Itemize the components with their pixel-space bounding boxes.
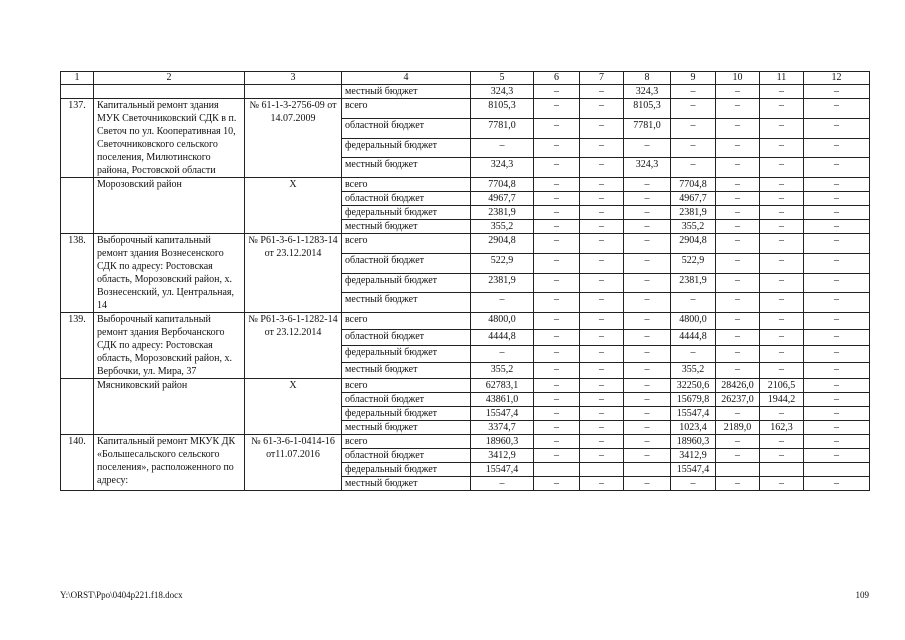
- budget-type: местный бюджет: [342, 158, 471, 178]
- amount-cell: –: [716, 329, 760, 346]
- amount-cell: [580, 463, 624, 477]
- amount-cell: –: [716, 206, 760, 220]
- row-number: 138.: [61, 234, 94, 313]
- amount-cell: –: [804, 362, 870, 379]
- budget-table: [60, 71, 870, 491]
- amount-cell: 15547,4: [471, 463, 534, 477]
- amount-cell: –: [760, 313, 804, 330]
- amount-cell: –: [580, 346, 624, 363]
- amount-cell: –: [671, 99, 716, 119]
- amount-cell: –: [534, 421, 580, 435]
- table-row: [61, 234, 870, 254]
- object-name: Морозовский район: [94, 178, 245, 234]
- amount-cell: –: [716, 85, 760, 99]
- amount-cell: –: [804, 273, 870, 293]
- amount-cell: –: [760, 346, 804, 363]
- amount-cell: –: [804, 293, 870, 313]
- column-number-row: [61, 72, 870, 85]
- amount-cell: 15547,4: [671, 463, 716, 477]
- amount-cell: 3374,7: [471, 421, 534, 435]
- budget-type: местный бюджет: [342, 421, 471, 435]
- amount-cell: –: [624, 393, 671, 407]
- amount-cell: 355,2: [471, 362, 534, 379]
- amount-cell: –: [624, 206, 671, 220]
- amount-cell: –: [624, 329, 671, 346]
- budget-type: всего: [342, 234, 471, 254]
- amount-cell: 2381,9: [671, 206, 716, 220]
- amount-cell: –: [716, 220, 760, 234]
- amount-cell: –: [716, 118, 760, 138]
- amount-cell: –: [716, 293, 760, 313]
- amount-cell: –: [534, 138, 580, 158]
- row-number: 137.: [61, 99, 94, 178]
- amount-cell: –: [804, 118, 870, 138]
- amount-cell: –: [760, 293, 804, 313]
- amount-cell: [760, 463, 804, 477]
- amount-cell: –: [624, 362, 671, 379]
- column-number: 7: [580, 72, 624, 85]
- object-name: Выборочный капитальный ремонт здания Вербочанского СДК по адресу: Ростовская область, Морозовский район, х. Вербочки, ул. Мира, 37: [94, 313, 245, 379]
- amount-cell: –: [804, 99, 870, 119]
- amount-cell: 8105,3: [471, 99, 534, 119]
- amount-cell: –: [760, 99, 804, 119]
- budget-type: федеральный бюджет: [342, 138, 471, 158]
- budget-type: областной бюджет: [342, 449, 471, 463]
- amount-cell: –: [534, 99, 580, 119]
- amount-cell: 4967,7: [671, 192, 716, 206]
- amount-cell: 8105,3: [624, 99, 671, 119]
- amount-cell: –: [580, 234, 624, 254]
- amount-cell: –: [534, 329, 580, 346]
- amount-cell: –: [760, 118, 804, 138]
- amount-cell: –: [760, 449, 804, 463]
- amount-cell: 4444,8: [671, 329, 716, 346]
- amount-cell: 324,3: [624, 158, 671, 178]
- amount-cell: 4800,0: [671, 313, 716, 330]
- amount-cell: –: [534, 313, 580, 330]
- amount-cell: –: [716, 346, 760, 363]
- budget-type: федеральный бюджет: [342, 463, 471, 477]
- amount-cell: 3412,9: [471, 449, 534, 463]
- budget-type: местный бюджет: [342, 85, 471, 99]
- amount-cell: –: [624, 407, 671, 421]
- amount-cell: –: [580, 85, 624, 99]
- amount-cell: 2904,8: [671, 234, 716, 254]
- amount-cell: 2381,9: [671, 273, 716, 293]
- amount-cell: –: [760, 234, 804, 254]
- page-number: 109: [855, 590, 869, 600]
- amount-cell: 324,3: [471, 85, 534, 99]
- object-name: Выборочный капитальный ремонт здания Вознесенского СДК по адресу: Ростовская область, Морозовский район, х. Вознесенский, ул. Центральная, 14: [94, 234, 245, 313]
- amount-cell: –: [624, 313, 671, 330]
- amount-cell: –: [804, 477, 870, 491]
- amount-cell: –: [804, 407, 870, 421]
- amount-cell: –: [471, 477, 534, 491]
- table-row: [61, 379, 870, 393]
- amount-cell: –: [624, 293, 671, 313]
- amount-cell: –: [760, 158, 804, 178]
- amount-cell: –: [624, 421, 671, 435]
- column-number: 8: [624, 72, 671, 85]
- amount-cell: 26237,0: [716, 393, 760, 407]
- column-number: 11: [760, 72, 804, 85]
- column-number: 1: [61, 72, 94, 85]
- amount-cell: –: [671, 138, 716, 158]
- budget-type: всего: [342, 379, 471, 393]
- amount-cell: –: [580, 362, 624, 379]
- document-number: № Р61-3-6-1-1282-14 от 23.12.2014: [245, 313, 342, 379]
- amount-cell: –: [716, 99, 760, 119]
- document-number: [245, 85, 342, 99]
- table-row: [61, 85, 870, 99]
- amount-cell: –: [534, 362, 580, 379]
- amount-cell: –: [534, 206, 580, 220]
- amount-cell: –: [716, 477, 760, 491]
- amount-cell: –: [624, 379, 671, 393]
- amount-cell: –: [716, 407, 760, 421]
- row-number: [61, 379, 94, 435]
- amount-cell: –: [580, 435, 624, 449]
- amount-cell: 15547,4: [671, 407, 716, 421]
- column-number: 4: [342, 72, 471, 85]
- budget-type: всего: [342, 435, 471, 449]
- document-number: Х: [245, 379, 342, 435]
- amount-cell: 43861,0: [471, 393, 534, 407]
- amount-cell: –: [804, 346, 870, 363]
- budget-type: федеральный бюджет: [342, 346, 471, 363]
- amount-cell: –: [580, 449, 624, 463]
- amount-cell: –: [760, 273, 804, 293]
- amount-cell: –: [804, 449, 870, 463]
- object-name: [94, 85, 245, 99]
- object-name: Мясниковский район: [94, 379, 245, 435]
- amount-cell: –: [716, 362, 760, 379]
- amount-cell: 1023,4: [671, 421, 716, 435]
- amount-cell: –: [624, 346, 671, 363]
- amount-cell: 18960,3: [671, 435, 716, 449]
- amount-cell: –: [804, 435, 870, 449]
- amount-cell: –: [534, 118, 580, 138]
- budget-type: областной бюджет: [342, 192, 471, 206]
- row-number: [61, 85, 94, 99]
- amount-cell: –: [580, 313, 624, 330]
- budget-type: местный бюджет: [342, 293, 471, 313]
- amount-cell: –: [716, 313, 760, 330]
- budget-type: областной бюджет: [342, 253, 471, 273]
- amount-cell: –: [804, 178, 870, 192]
- amount-cell: –: [804, 421, 870, 435]
- amount-cell: –: [471, 293, 534, 313]
- amount-cell: –: [580, 379, 624, 393]
- amount-cell: –: [804, 393, 870, 407]
- amount-cell: –: [671, 158, 716, 178]
- amount-cell: –: [580, 293, 624, 313]
- amount-cell: –: [804, 192, 870, 206]
- amount-cell: –: [716, 192, 760, 206]
- row-number: [61, 178, 94, 234]
- amount-cell: 3412,9: [671, 449, 716, 463]
- object-name: Капитальный ремонт МКУК ДК «Большесальского сельского поселения», расположенного по адресу:: [94, 435, 245, 491]
- amount-cell: –: [580, 477, 624, 491]
- amount-cell: –: [624, 138, 671, 158]
- amount-cell: 2904,8: [471, 234, 534, 254]
- amount-cell: –: [760, 85, 804, 99]
- amount-cell: 18960,3: [471, 435, 534, 449]
- amount-cell: 522,9: [671, 253, 716, 273]
- amount-cell: –: [716, 273, 760, 293]
- amount-cell: 15547,4: [471, 407, 534, 421]
- amount-cell: –: [580, 192, 624, 206]
- amount-cell: –: [534, 85, 580, 99]
- amount-cell: 4967,7: [471, 192, 534, 206]
- amount-cell: 7781,0: [471, 118, 534, 138]
- amount-cell: –: [580, 178, 624, 192]
- amount-cell: –: [760, 178, 804, 192]
- document-number: Х: [245, 178, 342, 234]
- amount-cell: –: [804, 329, 870, 346]
- amount-cell: 7704,8: [471, 178, 534, 192]
- budget-type: всего: [342, 178, 471, 192]
- amount-cell: –: [580, 118, 624, 138]
- amount-cell: –: [580, 158, 624, 178]
- budget-type: федеральный бюджет: [342, 407, 471, 421]
- amount-cell: 32250,6: [671, 379, 716, 393]
- amount-cell: –: [534, 234, 580, 254]
- budget-type: всего: [342, 313, 471, 330]
- amount-cell: –: [534, 253, 580, 273]
- budget-type: местный бюджет: [342, 220, 471, 234]
- amount-cell: –: [624, 234, 671, 254]
- amount-cell: [624, 463, 671, 477]
- amount-cell: –: [580, 138, 624, 158]
- budget-type: областной бюджет: [342, 329, 471, 346]
- amount-cell: –: [671, 85, 716, 99]
- amount-cell: –: [534, 407, 580, 421]
- amount-cell: –: [804, 313, 870, 330]
- amount-cell: –: [716, 138, 760, 158]
- amount-cell: 2189,0: [716, 421, 760, 435]
- amount-cell: –: [760, 362, 804, 379]
- document-number: № Р61-3-6-1-1283-14 от 23.12.2014: [245, 234, 342, 313]
- amount-cell: 355,2: [471, 220, 534, 234]
- amount-cell: –: [760, 407, 804, 421]
- amount-cell: 28426,0: [716, 379, 760, 393]
- amount-cell: –: [624, 273, 671, 293]
- amount-cell: –: [760, 192, 804, 206]
- budget-type: федеральный бюджет: [342, 206, 471, 220]
- amount-cell: –: [804, 138, 870, 158]
- row-number: 139.: [61, 313, 94, 379]
- amount-cell: –: [716, 178, 760, 192]
- table-row: [61, 313, 870, 330]
- amount-cell: 7704,8: [671, 178, 716, 192]
- amount-cell: 2106,5: [760, 379, 804, 393]
- object-name: Капитальный ремонт здания МУК Светочниковский СДК в п. Светоч по ул. Кооперативная 10, Светочниковского сельского поселения, Милютинского района, Ростовской области: [94, 99, 245, 178]
- file-path-footer: Y:\ORST\Ppo\0404p221.f18.docx: [60, 590, 183, 600]
- column-number: 5: [471, 72, 534, 85]
- budget-type: федеральный бюджет: [342, 273, 471, 293]
- amount-cell: –: [534, 449, 580, 463]
- column-number: 6: [534, 72, 580, 85]
- amount-cell: 1944,2: [760, 393, 804, 407]
- amount-cell: –: [580, 273, 624, 293]
- amount-cell: –: [671, 477, 716, 491]
- amount-cell: –: [716, 449, 760, 463]
- amount-cell: –: [471, 346, 534, 363]
- amount-cell: 355,2: [671, 362, 716, 379]
- amount-cell: –: [534, 393, 580, 407]
- amount-cell: –: [760, 329, 804, 346]
- amount-cell: –: [534, 192, 580, 206]
- amount-cell: –: [624, 449, 671, 463]
- amount-cell: [534, 463, 580, 477]
- amount-cell: –: [624, 178, 671, 192]
- amount-cell: 324,3: [471, 158, 534, 178]
- table-row: [61, 435, 870, 449]
- amount-cell: 324,3: [624, 85, 671, 99]
- amount-cell: –: [580, 206, 624, 220]
- table-row: [61, 178, 870, 192]
- amount-cell: –: [716, 435, 760, 449]
- amount-cell: –: [534, 293, 580, 313]
- amount-cell: –: [580, 393, 624, 407]
- amount-cell: –: [804, 158, 870, 178]
- amount-cell: –: [716, 234, 760, 254]
- table-row: [61, 99, 870, 119]
- amount-cell: –: [580, 253, 624, 273]
- amount-cell: –: [534, 220, 580, 234]
- column-number: 3: [245, 72, 342, 85]
- amount-cell: 522,9: [471, 253, 534, 273]
- amount-cell: –: [716, 158, 760, 178]
- amount-cell: [804, 463, 870, 477]
- amount-cell: –: [624, 192, 671, 206]
- amount-cell: 2381,9: [471, 273, 534, 293]
- amount-cell: –: [534, 178, 580, 192]
- amount-cell: –: [534, 158, 580, 178]
- budget-type: областной бюджет: [342, 118, 471, 138]
- amount-cell: –: [760, 138, 804, 158]
- amount-cell: –: [534, 435, 580, 449]
- amount-cell: –: [804, 85, 870, 99]
- amount-cell: –: [534, 346, 580, 363]
- budget-type: местный бюджет: [342, 362, 471, 379]
- amount-cell: –: [580, 99, 624, 119]
- amount-cell: –: [716, 253, 760, 273]
- row-number: 140.: [61, 435, 94, 491]
- column-number: 12: [804, 72, 870, 85]
- amount-cell: –: [534, 379, 580, 393]
- column-number: 10: [716, 72, 760, 85]
- budget-type: всего: [342, 99, 471, 119]
- amount-cell: 62783,1: [471, 379, 534, 393]
- amount-cell: 15679,8: [671, 393, 716, 407]
- amount-cell: 4800,0: [471, 313, 534, 330]
- column-number: 9: [671, 72, 716, 85]
- amount-cell: 4444,8: [471, 329, 534, 346]
- amount-cell: –: [760, 253, 804, 273]
- amount-cell: –: [534, 273, 580, 293]
- amount-cell: –: [760, 206, 804, 220]
- amount-cell: –: [624, 435, 671, 449]
- document-number: № 61-3-6-1-0414-16 от11.07.2016: [245, 435, 342, 491]
- budget-type: местный бюджет: [342, 477, 471, 491]
- budget-type: областной бюджет: [342, 393, 471, 407]
- amount-cell: –: [760, 435, 804, 449]
- amount-cell: –: [471, 138, 534, 158]
- amount-cell: –: [804, 253, 870, 273]
- amount-cell: 7781,0: [624, 118, 671, 138]
- amount-cell: –: [624, 253, 671, 273]
- column-number: 2: [94, 72, 245, 85]
- amount-cell: –: [760, 220, 804, 234]
- amount-cell: –: [624, 477, 671, 491]
- document-number: № 61-1-3-2756-09 от 14.07.2009: [245, 99, 342, 178]
- amount-cell: –: [804, 206, 870, 220]
- amount-cell: –: [804, 234, 870, 254]
- amount-cell: –: [760, 477, 804, 491]
- amount-cell: 2381,9: [471, 206, 534, 220]
- amount-cell: –: [534, 477, 580, 491]
- amount-cell: –: [624, 220, 671, 234]
- amount-cell: –: [580, 329, 624, 346]
- amount-cell: –: [804, 220, 870, 234]
- amount-cell: –: [671, 293, 716, 313]
- amount-cell: –: [804, 379, 870, 393]
- amount-cell: 355,2: [671, 220, 716, 234]
- amount-cell: –: [671, 346, 716, 363]
- amount-cell: –: [671, 118, 716, 138]
- amount-cell: 162,3: [760, 421, 804, 435]
- amount-cell: [716, 463, 760, 477]
- amount-cell: –: [580, 220, 624, 234]
- amount-cell: –: [580, 407, 624, 421]
- amount-cell: –: [580, 421, 624, 435]
